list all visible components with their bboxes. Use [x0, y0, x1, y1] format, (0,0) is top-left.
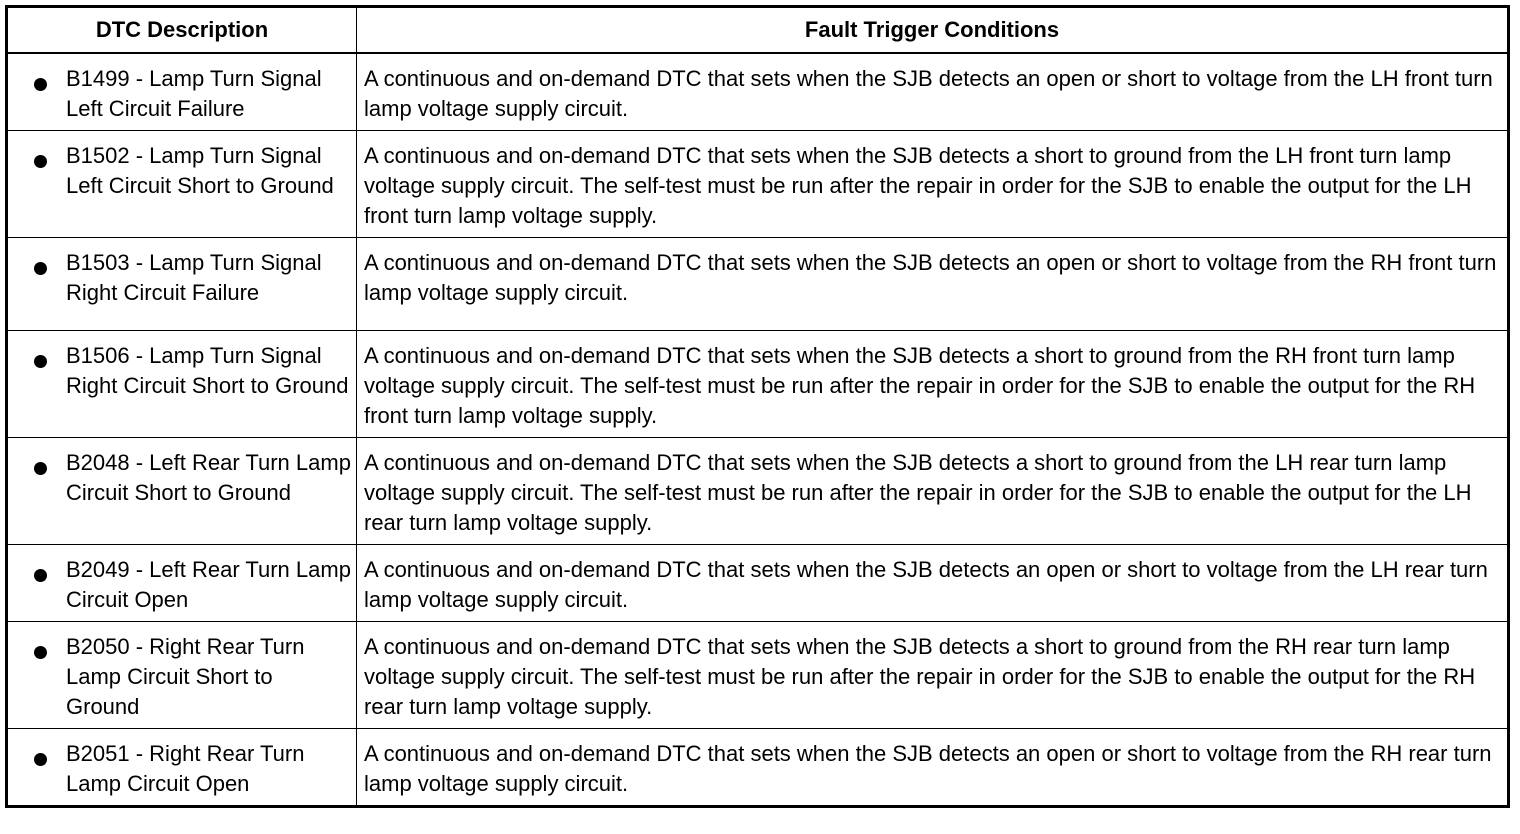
dtc-description-text: B2051 - Right Rear Turn Lamp Circuit Open	[66, 741, 305, 796]
dtc-description-text: B1499 - Lamp Turn Signal Left Circuit Failure	[66, 66, 322, 121]
dtc-description-cell	[7, 238, 357, 331]
dtc-description-text: B1502 - Lamp Turn Signal Left Circuit Short to Ground	[66, 143, 334, 198]
table-row	[7, 131, 1509, 238]
header-fault-trigger-conditions: Fault Trigger Conditions	[357, 7, 1509, 54]
table-row	[7, 545, 1509, 622]
bullet-icon	[34, 262, 47, 275]
fault-condition-cell: A continuous and on-demand DTC that sets when the SJB detects an open or short to voltage from the LH rear turn lamp voltage supply circuit.	[357, 545, 1509, 622]
table-row	[7, 331, 1509, 438]
dtc-description-cell	[7, 729, 357, 807]
dtc-description-text: B2049 - Left Rear Turn Lamp Circuit Open	[66, 557, 351, 612]
dtc-table-container	[5, 5, 1507, 808]
dtc-description-cell	[7, 131, 357, 238]
table-row	[7, 438, 1509, 545]
fault-condition-cell: A continuous and on-demand DTC that sets when the SJB detects a short to ground from the RH rear turn lamp voltage supply circuit. The self-test must be run after the repair in order for the SJB to enable the output for the RH rear turn lamp voltage supply.	[357, 622, 1509, 729]
fault-condition-cell: A continuous and on-demand DTC that sets when the SJB detects a short to ground from the RH front turn lamp voltage supply circuit. The self-test must be run after the repair in order for the SJB to enable the output for the RH front turn lamp voltage supply.	[357, 331, 1509, 438]
fault-condition-cell: A continuous and on-demand DTC that sets when the SJB detects an open or short to voltage from the RH front turn lamp voltage supply circuit.	[357, 238, 1509, 331]
dtc-description-text: B2050 - Right Rear Turn Lamp Circuit Short to Ground	[66, 634, 305, 719]
table-header-row	[7, 7, 1509, 54]
dtc-description-text: B1503 - Lamp Turn Signal Right Circuit Failure	[66, 250, 322, 305]
table-row	[7, 622, 1509, 729]
dtc-description-cell	[7, 622, 357, 729]
table-row	[7, 238, 1509, 331]
bullet-icon	[34, 462, 47, 475]
dtc-description-cell	[7, 438, 357, 545]
bullet-icon	[34, 155, 47, 168]
bullet-icon	[34, 569, 47, 582]
fault-condition-cell: A continuous and on-demand DTC that sets when the SJB detects an open or short to voltage from the RH rear turn lamp voltage supply circuit.	[357, 729, 1509, 807]
dtc-description-cell	[7, 331, 357, 438]
dtc-description-cell	[7, 545, 357, 622]
fault-condition-cell: A continuous and on-demand DTC that sets when the SJB detects an open or short to voltage from the LH front turn lamp voltage supply circuit.	[357, 53, 1509, 131]
bullet-icon	[34, 78, 47, 91]
bullet-icon	[34, 753, 47, 766]
dtc-description-text: B1506 - Lamp Turn Signal Right Circuit Short to Ground	[66, 343, 349, 398]
bullet-icon	[34, 646, 47, 659]
dtc-table	[5, 5, 1510, 808]
fault-condition-cell: A continuous and on-demand DTC that sets when the SJB detects a short to ground from the LH front turn lamp voltage supply circuit. The self-test must be run after the repair in order for the SJB to enable the output for the LH front turn lamp voltage supply.	[357, 131, 1509, 238]
dtc-description-cell	[7, 53, 357, 131]
dtc-description-text: B2048 - Left Rear Turn Lamp Circuit Short to Ground	[66, 450, 351, 505]
table-row	[7, 53, 1509, 131]
header-dtc-description: DTC Description	[7, 7, 357, 54]
bullet-icon	[34, 355, 47, 368]
fault-condition-cell: A continuous and on-demand DTC that sets when the SJB detects a short to ground from the LH rear turn lamp voltage supply circuit. The self-test must be run after the repair in order for the SJB to enable the output for the LH rear turn lamp voltage supply.	[357, 438, 1509, 545]
table-row	[7, 729, 1509, 807]
